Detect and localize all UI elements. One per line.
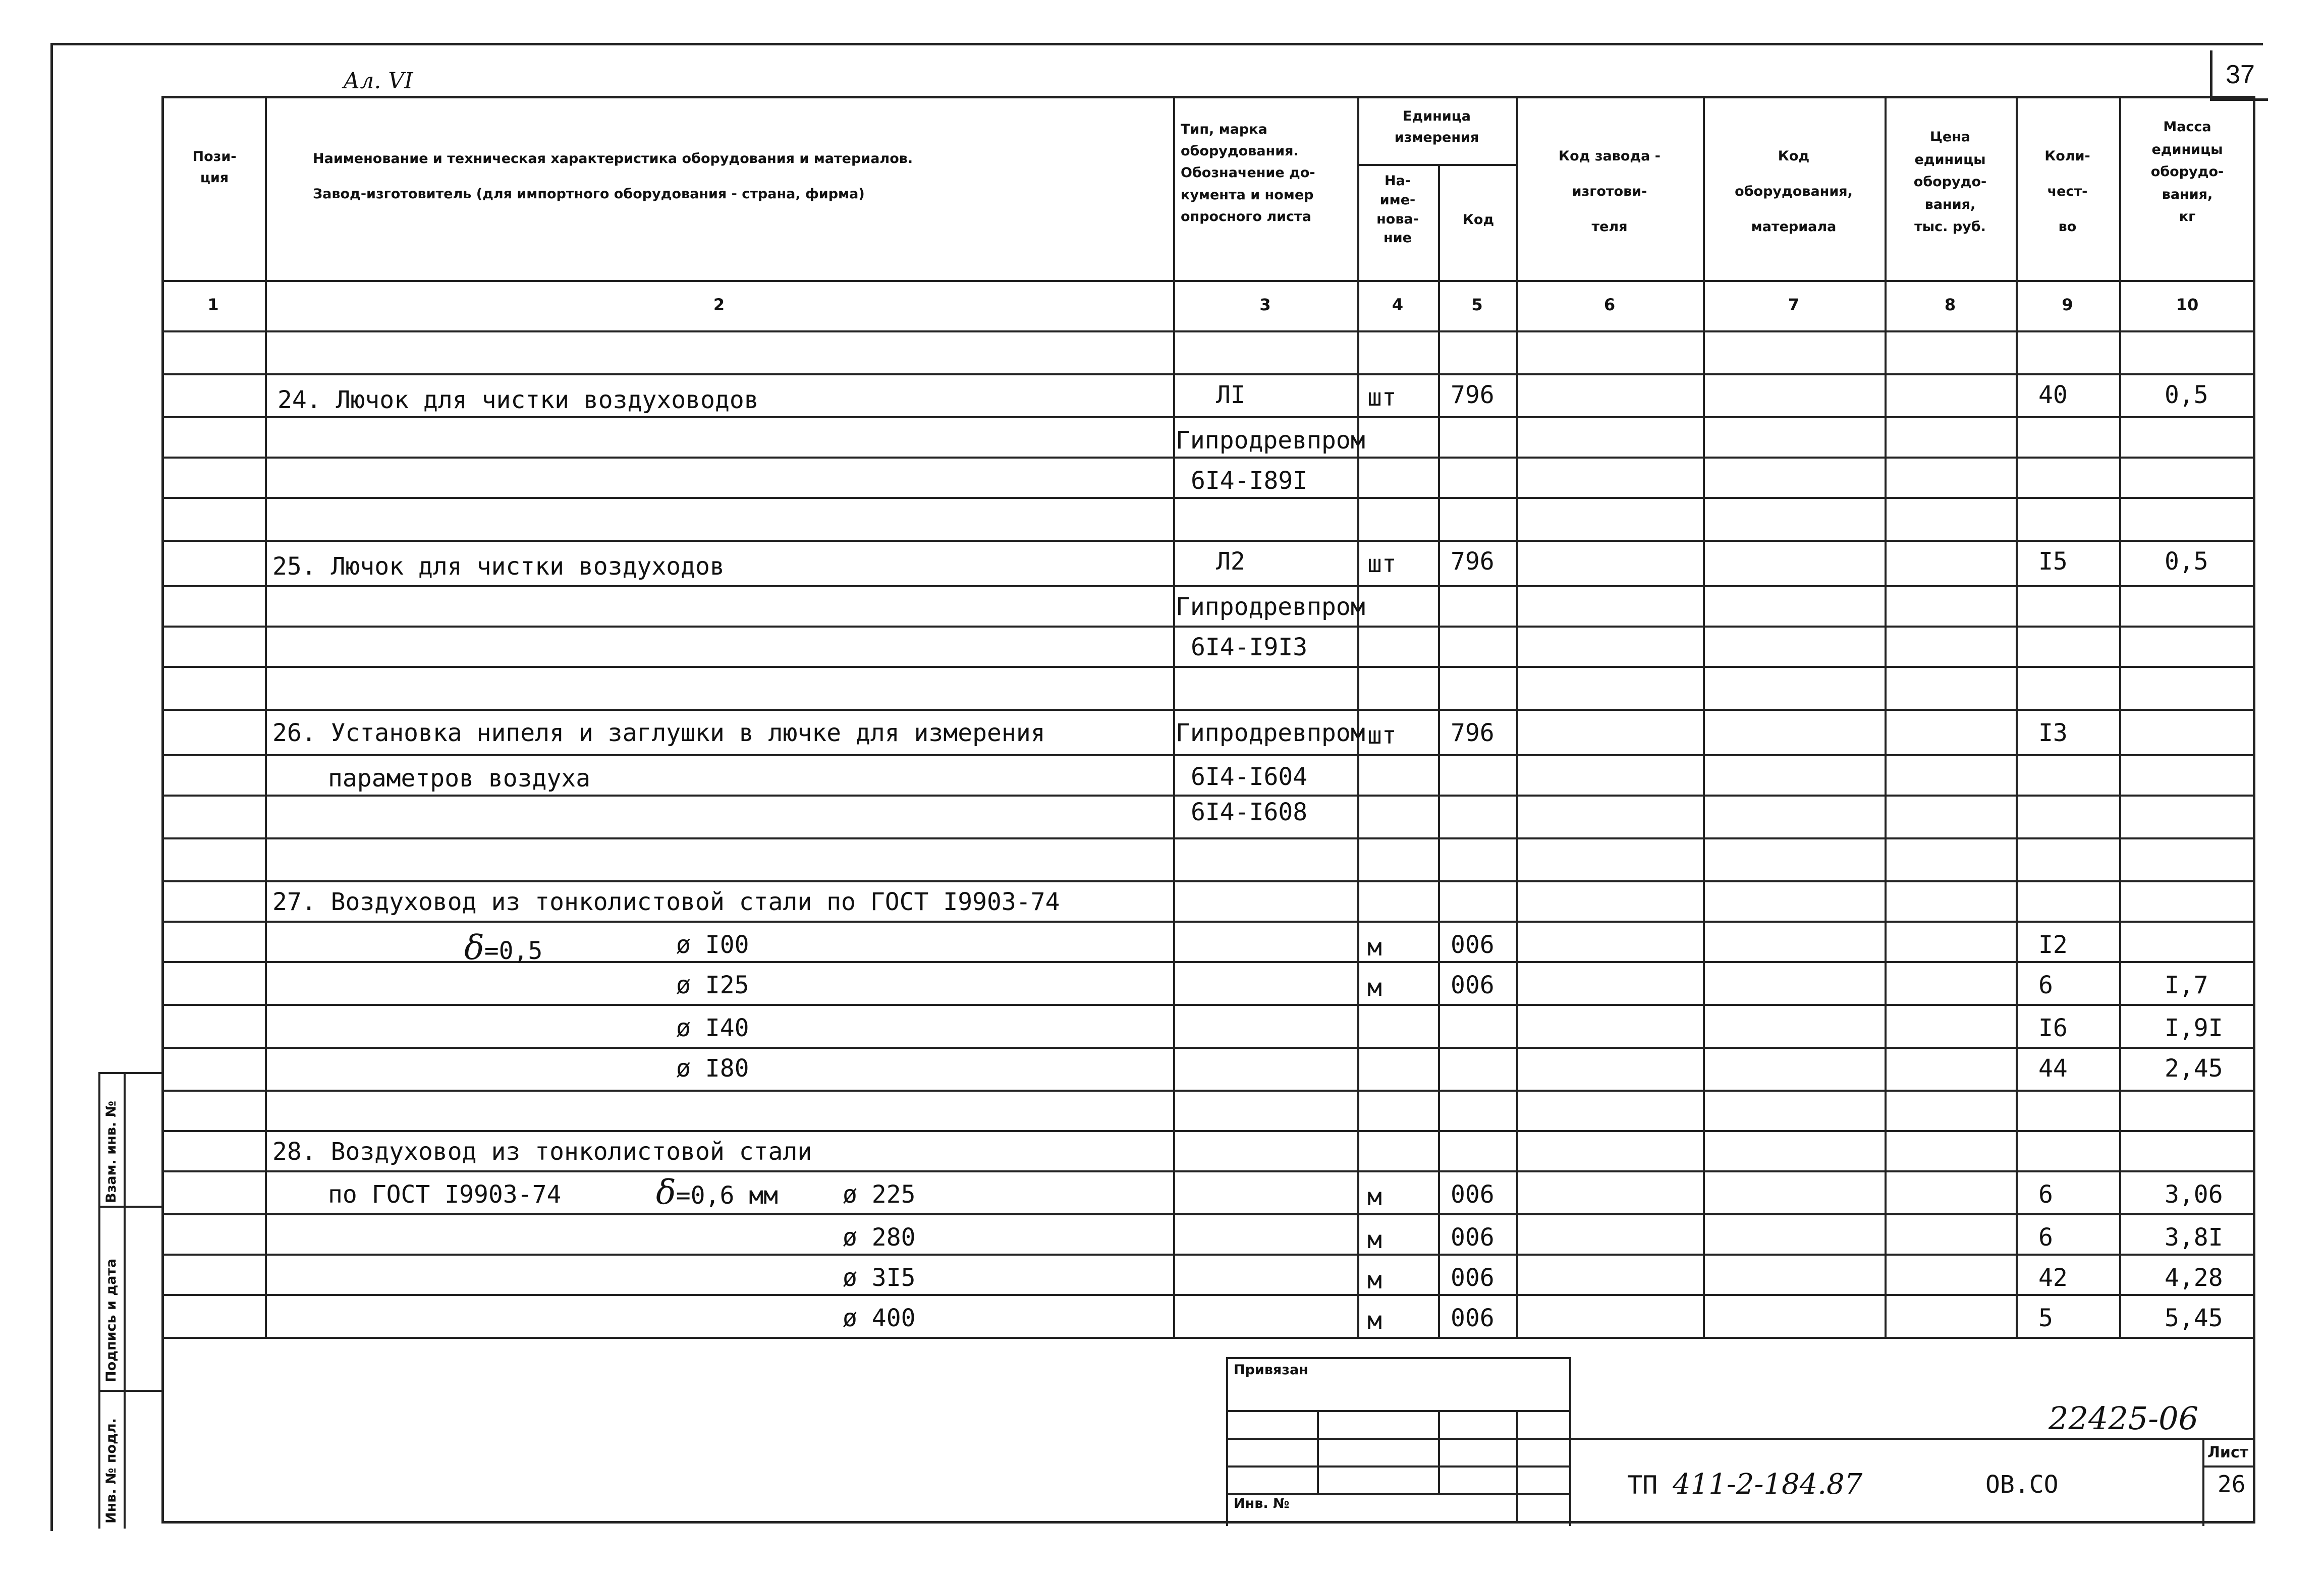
sidebar-sep-1 (98, 1206, 161, 1208)
header-col8: Цена единицы оборудо- вания, тыс. руб. (1913, 129, 1987, 235)
item-28-size-qty: 5 (2038, 1304, 2053, 1332)
row-line-2 (161, 457, 2255, 459)
colnum-2: 2 (713, 295, 725, 314)
row-line-10 (161, 795, 2255, 797)
sidebar-label-inv-podl: Инв. № подл. (103, 1418, 119, 1524)
sidebar-label-signature-date: Подпись и дата (103, 1258, 119, 1382)
item-27-size-qty: I6 (2038, 1014, 2068, 1042)
row-line-21 (161, 1254, 2255, 1256)
row-line-9 (161, 754, 2255, 756)
item-27-size-unit: м (1367, 974, 1382, 1002)
row-line-13 (161, 921, 2255, 923)
sheet-label: Лист (2207, 1444, 2249, 1461)
item-28-size-code: 006 (1451, 1180, 1495, 1209)
header-col1: Пози- ция (192, 149, 237, 186)
item-26-doc-2: 6I4-I608 (1191, 798, 1308, 826)
item-28-gost: по ГОСТ I9903-74 (328, 1180, 562, 1209)
header-unit-group: Единица измерения (1394, 108, 1479, 145)
item-24-type: ЛI (1216, 381, 1245, 409)
item-26-name-line2: параметров воздуха (328, 764, 591, 793)
column-number-line (161, 330, 2255, 332)
sidebar-border-left (98, 1072, 100, 1529)
item-26-code: 796 (1451, 719, 1495, 747)
item-27-size-diameter: ø I40 (676, 1014, 749, 1042)
item-28-size-qty: 6 (2038, 1223, 2053, 1252)
sheet-box-left (2202, 1438, 2204, 1526)
row-line-22 (161, 1294, 2255, 1296)
colnum-10: 10 (2176, 295, 2199, 314)
item-25-mass: 0,5 (2165, 547, 2208, 576)
item-28-size-unit: м (1367, 1307, 1382, 1335)
row-line-17 (161, 1090, 2255, 1092)
row-line-7 (161, 666, 2255, 668)
handwritten-number: 22425-06 (2049, 1400, 2199, 1437)
colnum-8: 8 (1944, 295, 1956, 314)
item-26-name: 26. Установка нипеля и заглушки в лючке для измерения (272, 719, 1045, 747)
doc-code-number: 411-2-184.87 (1673, 1468, 1863, 1501)
item-27-name: 27. Воздуховод из тонколистовой стали по ГОСТ I9903-74 (272, 888, 1060, 916)
item-27-size-diameter: ø I80 (676, 1054, 749, 1083)
item-26-type: Гипродревпром (1176, 719, 1365, 747)
item-28-size-diameter: ø 225 (843, 1180, 916, 1209)
header-bottom-line (161, 280, 2255, 282)
item-28-size-qty: 6 (2038, 1180, 2053, 1209)
item-25-doc: 6I4-I9I3 (1191, 633, 1308, 661)
item-27-size-unit: м (1367, 933, 1382, 962)
item-27-size-code: 006 (1451, 971, 1495, 999)
doc-section: ОВ.СО (1985, 1471, 2059, 1499)
header-col9: Коли- чест- во (2044, 148, 2090, 235)
item-27-size-qty: I2 (2038, 931, 2068, 959)
colnum-5: 5 (1471, 295, 1483, 314)
item-25-type: Л2 (1216, 547, 1245, 576)
col-divider-4 (1438, 164, 1440, 1337)
header-col6: Код завода - изготови- теля (1559, 148, 1661, 235)
item-26-doc-1: 6I4-I604 (1191, 763, 1308, 791)
item-27-size-mass: 2,45 (2165, 1054, 2223, 1083)
item-24-unit: шт (1367, 383, 1397, 412)
item-28-size-unit: м (1367, 1183, 1382, 1211)
row-line-19 (161, 1170, 2255, 1172)
item-26-unit: шт (1367, 721, 1397, 750)
item-28-size-code: 006 (1451, 1304, 1495, 1332)
top-sheet-number: 37 (2210, 50, 2268, 101)
stamp-col-3 (1516, 1410, 1518, 1524)
stamp-col-2 (1438, 1410, 1440, 1493)
item-28-thickness: δ=0,6 мм (656, 1173, 779, 1212)
item-28-size-unit: м (1367, 1226, 1382, 1254)
row-line-5 (161, 585, 2255, 587)
col-divider-2 (1173, 96, 1175, 1337)
stamp-inv-no: Инв. № (1234, 1496, 1290, 1511)
row-line-4 (161, 540, 2255, 542)
item-24-org: Гипродревпром (1176, 426, 1365, 455)
item-24-code: 796 (1451, 381, 1495, 409)
row-line-6 (161, 626, 2255, 628)
title-block-top (1569, 1438, 2255, 1440)
colnum-3: 3 (1259, 295, 1271, 314)
delta-symbol: δ (656, 1173, 676, 1212)
sidebar-divider (124, 1072, 126, 1529)
item-27-size-qty: 6 (2038, 971, 2053, 999)
row-line-12 (161, 880, 2255, 882)
item-25-org: Гипродревпром (1176, 593, 1365, 621)
item-28-size-unit: м (1367, 1266, 1382, 1294)
item-24-doc: 6I4-I89I (1191, 467, 1308, 495)
colnum-7: 7 (1788, 295, 1800, 314)
item-28-size-diameter: ø 280 (843, 1223, 916, 1252)
item-24-qty: 40 (2038, 381, 2068, 409)
item-28-size-qty: 42 (2038, 1264, 2068, 1292)
col-divider-5 (1516, 96, 1518, 1337)
delta-symbol: δ (464, 928, 484, 967)
header-col3: Тип, марка оборудования. Обозначение до- кумента и номер опросного листа (1181, 122, 1315, 224)
item-28-size-mass: 3,8I (2165, 1223, 2223, 1252)
sidebar-top (98, 1072, 161, 1074)
item-24-name: 24. Лючок для чистки воздуховодов (278, 386, 759, 414)
header-col2: Наименование и техническая характеристика оборудования и материалов. Завод-изготовитель (для импортного оборудования - страна, фирма) (313, 151, 913, 202)
colnum-9: 9 (2062, 295, 2073, 314)
item-25-unit: шт (1367, 550, 1397, 578)
sidebar-label-vzam-inv: Взам. инв. № (103, 1100, 119, 1203)
header-col10: Масса единицы оборудо- вания, кг (2150, 119, 2224, 225)
header-col7: Код оборудования, материала (1735, 148, 1853, 235)
row-line-3 (161, 497, 2255, 499)
item-27-size-diameter: ø I25 (676, 971, 749, 999)
colnum-4: 4 (1392, 295, 1404, 314)
stamp-top (1226, 1357, 1569, 1359)
stamp-right (1569, 1357, 1571, 1526)
item-28-size-mass: 4,28 (2165, 1264, 2223, 1292)
album-label: Ал. VI (343, 68, 413, 94)
row-line-0 (161, 373, 2255, 375)
item-28-name: 28. Воздуховод из тонколистовой стали (272, 1138, 812, 1166)
item-27-thickness: δ=0,5 (464, 928, 543, 967)
item-25-name: 25. Лючок для чистки воздуходов (272, 552, 725, 581)
col-divider-3 (1357, 96, 1359, 1337)
item-28-size-mass: 3,06 (2165, 1180, 2223, 1209)
row-line-11 (161, 837, 2255, 839)
item-26-qty: I3 (2038, 719, 2068, 747)
header-col5: Код (1462, 212, 1495, 228)
stamp-col-1 (1317, 1410, 1319, 1493)
item-28-size-mass: 5,45 (2165, 1304, 2223, 1332)
table-bottom-line (161, 1337, 2255, 1339)
unit-group-divider (1357, 164, 1516, 166)
colnum-1: 1 (207, 295, 219, 314)
row-line-18 (161, 1130, 2255, 1132)
sheet-box-divider (2202, 1465, 2255, 1468)
item-25-code: 796 (1451, 547, 1495, 576)
item-27-size-mass: I,7 (2165, 971, 2208, 999)
item-27-size-code: 006 (1451, 931, 1495, 959)
col-divider-8 (2016, 96, 2018, 1337)
item-28-size-code: 006 (1451, 1264, 1495, 1292)
stamp-left (1226, 1357, 1228, 1526)
sheet-number: 26 (2218, 1471, 2246, 1498)
col-divider-6 (1703, 96, 1705, 1337)
row-line-16 (161, 1047, 2255, 1049)
item-27-size-diameter: ø I00 (676, 931, 749, 959)
item-25-qty: I5 (2038, 547, 2068, 576)
col-divider-9 (2119, 96, 2121, 1337)
col-divider-1 (265, 96, 267, 1337)
colnum-6: 6 (1603, 295, 1616, 314)
row-line-1 (161, 416, 2255, 418)
item-28-size-diameter: ø 400 (843, 1304, 916, 1332)
item-27-size-qty: 44 (2038, 1054, 2068, 1083)
item-27-size-mass: I,9I (2165, 1014, 2223, 1042)
header-col4: На- име- нова- ние (1376, 173, 1419, 246)
sidebar-sep-2 (98, 1390, 161, 1392)
col-divider-7 (1885, 96, 1887, 1337)
row-line-20 (161, 1213, 2255, 1215)
item-28-size-code: 006 (1451, 1223, 1495, 1252)
stamp-privyazan: Привязан (1234, 1362, 1308, 1378)
row-line-8 (161, 709, 2255, 711)
doc-code-prefix: ТП (1627, 1471, 1658, 1500)
item-28-size-diameter: ø 3I5 (843, 1264, 916, 1292)
row-line-15 (161, 1004, 2255, 1006)
item-24-mass: 0,5 (2165, 381, 2208, 409)
